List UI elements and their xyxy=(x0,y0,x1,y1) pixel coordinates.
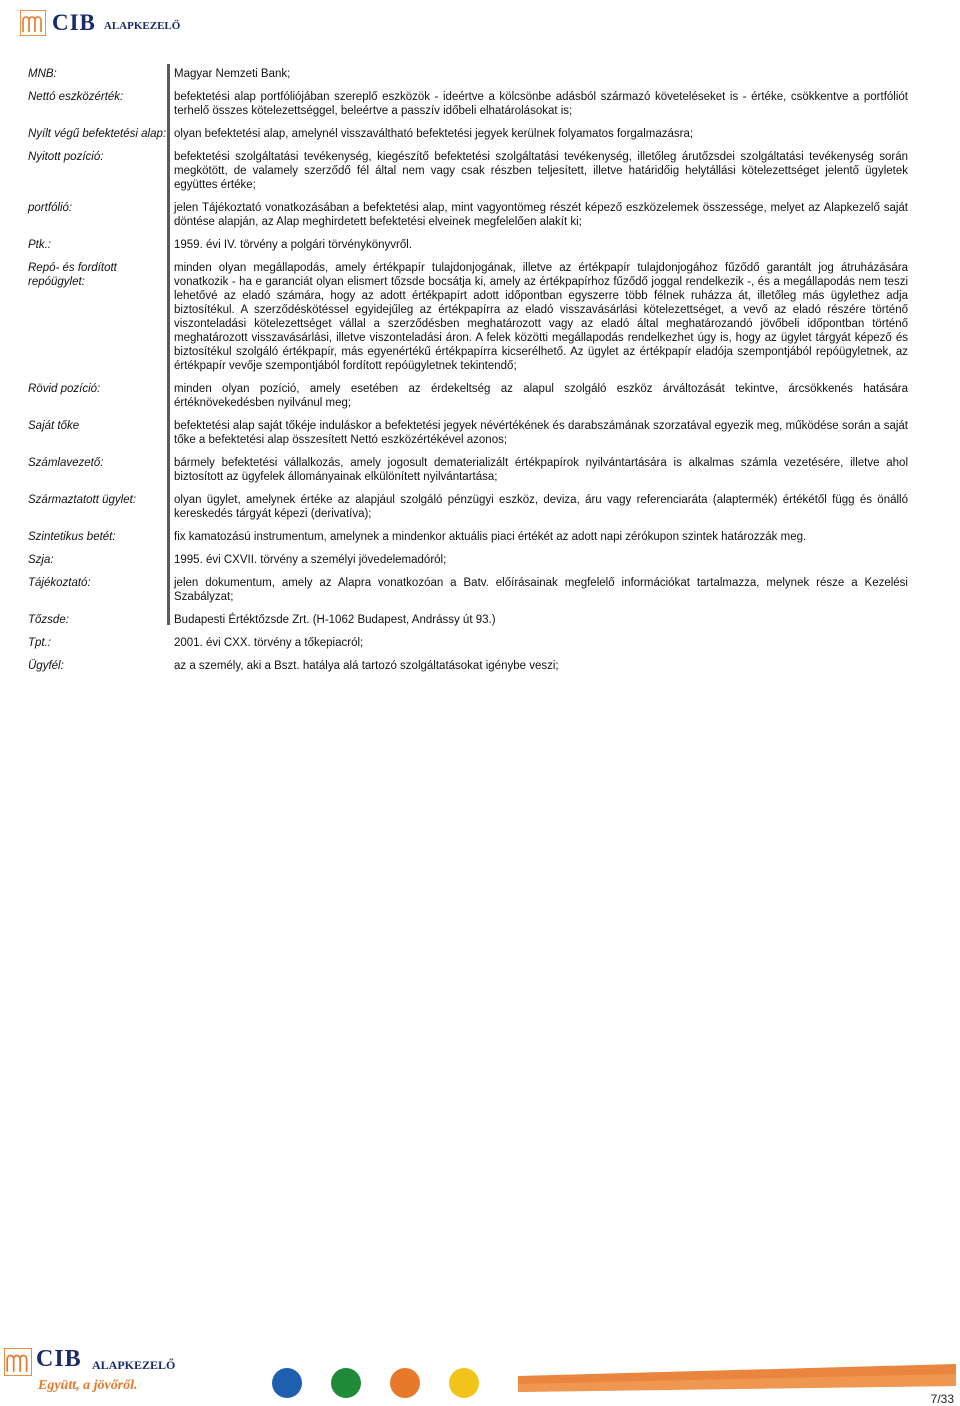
glossary-definition: olyan ügylet, amelynek értéke az alapjául szolgáló pénzügyi eszköz, deviza, áru vagy referenciaráta (alaptermék) értékétől függ és önálló kereskedés tárgyát képezi (derivatíva); xyxy=(174,494,908,520)
footer-dot-green xyxy=(331,1368,361,1398)
glossary-row xyxy=(28,453,908,484)
glossary-definition: 2001. évi CXX. törvény a tőkepiacról; xyxy=(174,637,364,649)
footer-logo-sub: ALAPKEZELŐ xyxy=(92,1358,176,1372)
glossary-definition: jelen dokumentum, amely az Alapra vonatkozóan a Batv. előírásainak megfelelő információkat tartalmazza, melynek része a Kezelési Szabályzat; xyxy=(174,577,908,603)
glossary-row xyxy=(28,379,908,410)
glossary-term: Szja: xyxy=(28,554,54,566)
glossary-row xyxy=(28,610,908,627)
glossary-term: Nyílt végű befektetési alap: xyxy=(28,128,167,140)
glossary-definition: 1959. évi IV. törvény a polgári törvénykönyvről. xyxy=(174,239,413,251)
glossary-definition: befektetési alap portfóliójában szereplő eszközök - ideértve a kölcsönbe adásból származó követeléseket is - értéke, csökkentve a portfóliót terhelő összes kötelezettséggel, beleértve a passzív időbeli elhatárolásokat is; xyxy=(174,91,908,117)
glossary-definition: befektetési szolgáltatási tevékenység, kiegészítő befektetési szolgáltatási tevékenység, illetőleg árutőzsdei szolgáltatási tevékenység során megkötött, de valamely szerződő fél által nem vagy csak részben teljesített, illetve határidőig helytállási kötelezettséget jelentő ügyletek együttes értéke; xyxy=(174,151,908,191)
glossary-definition: befektetési alap saját tőkéje induláskor a befektetési jegyek névértékének és darabszámának szorzatával egyezik meg, működése során a saját tőke a befektetési alap összesített Nettó eszközértékével azonos; xyxy=(174,420,908,446)
glossary-definition: 1995. évi CXVII. törvény a személyi jövedelemadóról; xyxy=(174,554,447,566)
glossary-definition: fix kamatozású instrumentum, amelynek a mindenkor aktuális piaci értékét az adott napi zérókupon szintek határozzák meg. xyxy=(174,531,807,543)
glossary-row xyxy=(28,416,908,447)
glossary-definition: olyan befektetési alap, amelynél visszaváltható befektetési jegyek kerülnek folyamatos forgalmazásra; xyxy=(174,128,694,140)
glossary-term: Rövid pozíció: xyxy=(28,383,101,395)
glossary-row xyxy=(28,258,908,373)
glossary-term: Tpt.: xyxy=(28,637,52,649)
glossary-definition: minden olyan pozíció, amely esetében az érdekeltség az alapul szolgáló eszköz árváltozását tekintve, árcsökkenés hatására értéknövekedésben nyilvánul meg; xyxy=(174,383,908,409)
glossary-row xyxy=(28,527,908,544)
glossary-definition: Budapesti Értéktőzsde Zrt. (H-1062 Budapest, Andrássy út 93.) xyxy=(174,614,496,626)
glossary-row xyxy=(28,124,908,141)
glossary-list xyxy=(28,64,908,679)
glossary-row xyxy=(28,235,908,252)
footer-dot-yellow xyxy=(449,1368,479,1398)
glossary-row xyxy=(28,64,908,81)
glossary-definition: minden olyan megállapodás, amely értékpapír tulajdonjogának, illetve az értékpapír tulajdonjogához fűződő garantált jog átruházására vonatkozik - ha e garanciát olyan elismert tőzsde bocsátja ki, amely az értékpapírhoz fűződő joggal rendelkezik -, és a megállapodás nem teszi lehetővé az eladó számára, hogy az adott értékpapírt adott időpontban egyszerre több félnek ruházza át, illetőleg más ügylethez adja biztosítékul. A szerződéskötéssel egyidejűleg az értékpapírra az eladó visszavásárlási kötelezettséget, a vevő az eladó részére történő viszonteladási kötelezettséget vállal a szerződésben meghatározott vagy az eladó által meghatározandó jövőbeli időpontban történő meghatározott visszavásárlási, illetve viszonteladási áron. A felek közötti megállapodás rendelkezhet úgy is, hogy az ügylet tárgyát képező és biztosítékul szolgáló értékpapír, más egyenértékű értékpapírra kicserélhető. Az ügylet az értékpapír eladója szempontjából repóügyletnek, az értékpapír vevője szempontjából fordított repóügyletnek tekintendő; xyxy=(174,262,908,372)
header-logo-sub: ALAPKEZELŐ xyxy=(103,20,181,32)
glossary-row xyxy=(28,550,908,567)
glossary-row xyxy=(28,490,908,521)
glossary-term: Nettó eszközérték: xyxy=(28,91,124,103)
glossary-row xyxy=(28,633,908,650)
glossary-term: Tőzsde: xyxy=(28,614,69,626)
footer-orange-stripe xyxy=(518,1364,956,1392)
glossary-term: MNB: xyxy=(28,68,57,80)
glossary-row xyxy=(28,87,908,118)
footer-logo-text: CIB xyxy=(36,1346,82,1372)
glossary-definition: jelen Tájékoztató vonatkozásában a befektetési alap, mint vagyontömeg részét képező eszközelemek összessége, melyet az Alapkezelő saját döntése alapján, az Alap meghirdetett befektetési elveinek megfelelően alakít ki; xyxy=(174,202,908,228)
glossary-row xyxy=(28,198,908,229)
glossary-term: Tájékoztató: xyxy=(28,577,91,589)
glossary-definition: bármely befektetési vállalkozás, amely jogosult dematerializált értékpapírok nyilvántartására is alkalmas számla vezetésére, illetve ahol biztosított az ügyfelek állományainak elkülönített nyilvántartása; xyxy=(174,457,908,483)
glossary-row xyxy=(28,656,908,673)
page-number: 7/33 xyxy=(930,1392,954,1406)
glossary-definition: Magyar Nemzeti Bank; xyxy=(174,68,291,80)
glossary-term: Nyitott pozíció: xyxy=(28,151,104,163)
cib-logo-icon xyxy=(20,10,46,36)
footer-dot-orange xyxy=(390,1368,420,1398)
glossary-term: Ptk.: xyxy=(28,239,52,251)
footer-dot-blue xyxy=(272,1368,302,1398)
footer-cib-logo-icon xyxy=(4,1348,32,1376)
glossary-term: Repó- és fordított repóügylet: xyxy=(28,262,117,288)
glossary-term: portfólió: xyxy=(28,202,73,214)
glossary-term: Számlavezető: xyxy=(28,457,104,469)
glossary-definition: az a személy, aki a Bszt. hatálya alá tartozó szolgáltatásokat igénybe veszi; xyxy=(174,660,559,672)
footer xyxy=(0,1340,960,1406)
glossary-term: Ügyfél: xyxy=(28,660,64,672)
glossary-term: Saját tőke xyxy=(28,420,80,432)
glossary-term: Szintetikus betét: xyxy=(28,531,116,543)
header-logo xyxy=(20,10,180,36)
header-logo-text: CIB xyxy=(52,10,96,35)
glossary-row xyxy=(28,573,908,604)
footer-slogan: Együtt, a jövőről. xyxy=(38,1378,138,1393)
glossary-row xyxy=(28,147,908,192)
glossary-term: Származtatott ügylet: xyxy=(28,494,137,506)
